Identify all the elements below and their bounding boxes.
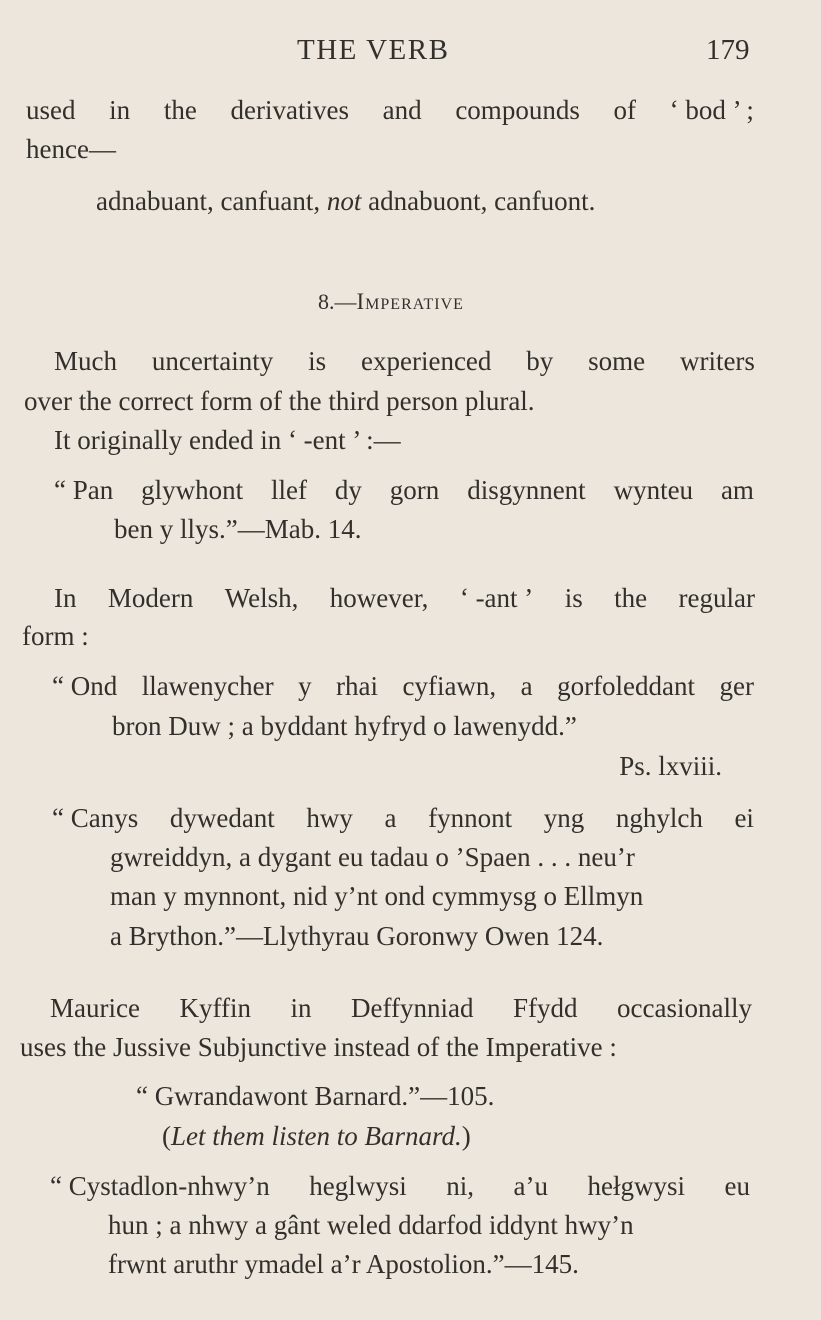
text-line (54, 343, 755, 379)
word: regular (678, 583, 755, 613)
quote-line: “ Gwrandawont Barnard.”—105. (136, 1081, 495, 1111)
section-title: Imperative (356, 289, 464, 314)
page-number: 179 (706, 34, 750, 66)
word: writers (679, 346, 755, 376)
quote-line: gwreiddyn, a dygant eu tadau o ’Spaen . . . neu’r (110, 842, 635, 872)
section-number: 8.— (318, 289, 357, 314)
word: a (384, 803, 397, 833)
word: fynnont (428, 803, 513, 833)
quote-line: frwnt aruthr ymadel a’r Apostolion.”—145. (108, 1249, 579, 1279)
example-text: adnabuont, canfuont. (368, 186, 596, 216)
text-line: over the correct form of the third person plural. (24, 386, 535, 416)
example-italic: not (326, 186, 362, 216)
quote-line (50, 1168, 750, 1204)
word: disgynnent (467, 475, 586, 505)
word: hwy (306, 803, 353, 833)
word: Much (54, 346, 117, 376)
word: a (520, 671, 533, 701)
word: glywhont (141, 475, 244, 505)
text-line (54, 580, 755, 616)
word: am (720, 475, 754, 505)
word: rhai (336, 671, 379, 701)
word: llawenycher (141, 671, 274, 701)
word: hełgwysi (587, 1171, 685, 1201)
word: derivatives (230, 95, 349, 125)
word: dywedant (169, 803, 275, 833)
citation: Ps. lxviii. (619, 751, 722, 781)
word: the (163, 95, 197, 125)
translation-line: (Let them listen to Barnard.) (162, 1121, 471, 1151)
word: “ Canys (52, 803, 139, 833)
quote-line: bron Duw ; a byddant hyfryd o lawenydd.” (112, 711, 577, 741)
quote-line (54, 472, 754, 508)
text-line: It originally ended in ‘ -ent ’ :— (54, 425, 401, 455)
running-head (0, 30, 821, 74)
word: however, (329, 583, 429, 613)
section-heading (0, 284, 782, 320)
word: the (614, 583, 648, 613)
word: gorfoleddant (557, 671, 696, 701)
quote-line: hun ; a nhwy a gânt weled ddarfod iddynt hwy’n (108, 1210, 634, 1240)
text-line: form : (22, 621, 89, 651)
quote-line (52, 668, 754, 704)
word: ger (719, 671, 754, 701)
word: in (290, 993, 312, 1023)
word: occasionally (617, 993, 752, 1023)
quote-line: man y mynnont, nid y’nt ond cymmysg o Ellmyn (110, 881, 644, 911)
example-text: adnabuant, canfuant, (96, 186, 321, 216)
word: Welsh, (224, 583, 299, 613)
word: compounds (455, 95, 580, 125)
word: “ Ond (52, 671, 118, 701)
word: in (109, 95, 131, 125)
text-line: uses the Jussive Subjunctive instead of the Imperative : (20, 1032, 617, 1062)
example-line (96, 183, 595, 219)
word: Ffydd (513, 993, 578, 1023)
word: used (26, 95, 76, 125)
word: ‘ -ant ’ (459, 583, 534, 613)
quote-line (52, 800, 754, 836)
word: yng (543, 803, 585, 833)
word: ‘ bod ’ ; (669, 95, 754, 125)
word: Kyffin (179, 993, 251, 1023)
text-line (50, 990, 752, 1026)
word: llef (271, 475, 308, 505)
word: Deffynniad (351, 993, 474, 1023)
word: is (308, 346, 327, 376)
word: eu (724, 1171, 750, 1201)
word: of (613, 95, 636, 125)
word: “ Cystadlon-nhwy’n (50, 1171, 270, 1201)
word: cyfiawn, (402, 671, 497, 701)
word: is (564, 583, 583, 613)
running-head-title: THE VERB (297, 34, 450, 66)
word: ni, (446, 1171, 474, 1201)
word: some (588, 346, 646, 376)
quote-line: ben y llys.”—Mab. 14. (114, 514, 362, 544)
text-line (26, 92, 754, 128)
word: “ Pan (54, 475, 114, 505)
word: In (54, 583, 77, 613)
word: nghylch (615, 803, 703, 833)
word: ei (734, 803, 754, 833)
word: gorn (389, 475, 440, 505)
word: a’u (513, 1171, 548, 1201)
word: heglwysi (309, 1171, 407, 1201)
word: Modern (107, 583, 194, 613)
word: y (298, 671, 312, 701)
word: by (526, 346, 554, 376)
translation-italic: Let them listen to Barnard. (171, 1121, 462, 1151)
word: Maurice (50, 993, 140, 1023)
word: experienced (361, 346, 492, 376)
quote-line: a Brython.”—Llythyrau Goronwy Owen 124. (110, 921, 604, 951)
word: wynteu (613, 475, 694, 505)
word: and (382, 95, 422, 125)
text-line: hence— (26, 134, 116, 164)
word: uncertainty (151, 346, 274, 376)
word: dy (334, 475, 362, 505)
